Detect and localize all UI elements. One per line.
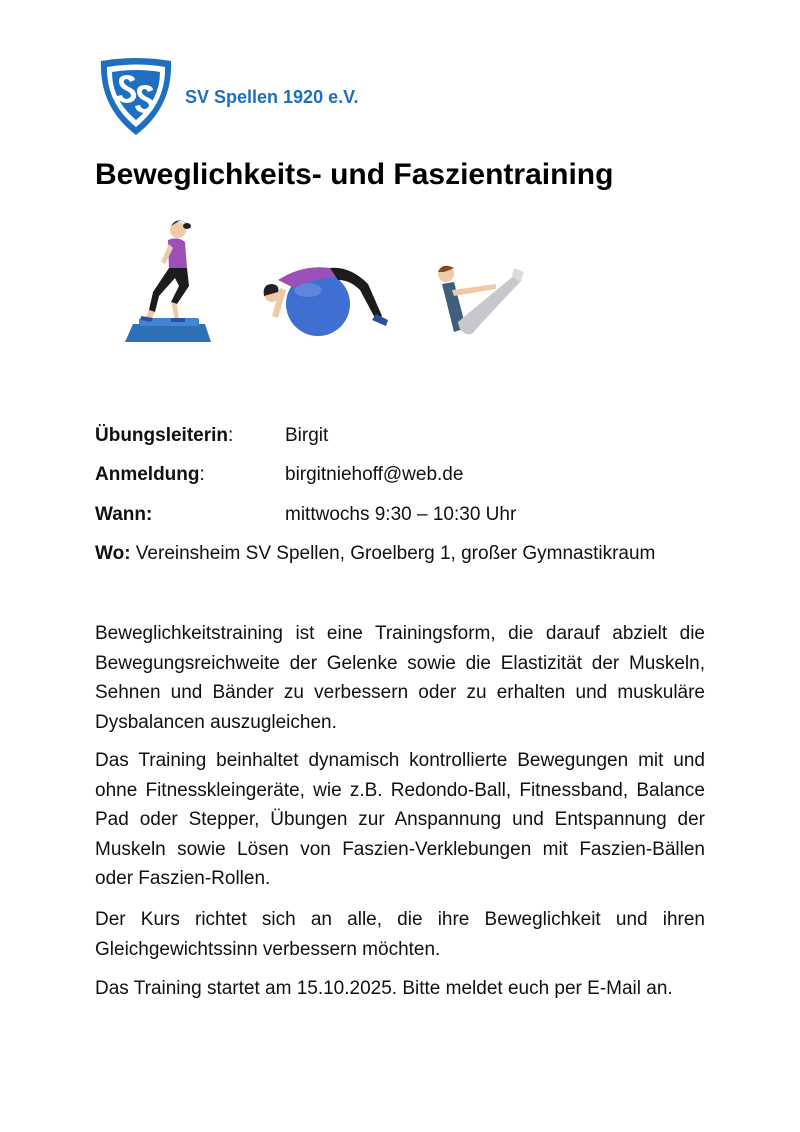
info-where xyxy=(95,541,655,567)
info-when-label: Wann: xyxy=(95,504,153,525)
ball-stretch-icon xyxy=(258,258,393,338)
info-where-value: Vereinsheim SV Spellen, Groelberg 1, großer Gymnastikraum xyxy=(130,543,656,564)
info-leader xyxy=(95,423,328,449)
paragraph-content: Das Training beinhaltet dynamisch kontrollierte Bewegungen mit und ohne Fitnesskleingeräte, wie z.B. Redondo-Ball, Fitnessband, Balance Pad oder Stepper, Übungen zur Anspannung und Entspannung der Muskeln sowie Lösen von Faszien-Verklebungen mit Faszien-Bällen oder Faszien-Rollen. xyxy=(95,750,705,890)
info-registration-label: Anmeldung: xyxy=(95,464,205,485)
info-where-label: Wo: xyxy=(95,543,131,564)
stepper-exercise-icon xyxy=(105,212,225,347)
club-logo xyxy=(95,52,375,142)
paragraph-definition: Beweglichkeitstraining ist eine Trainingsform, die darauf abzielt die Bewegungsreichweite der Gelenke sowie die Elastizität der Muskeln, Sehnen und Bänder zu verbessern oder zu erhalten und muskuläre Dysbalancen auszugleichen. xyxy=(95,623,705,733)
info-leader-label: Übungsleiterin: xyxy=(95,425,234,446)
club-crest-icon xyxy=(95,55,177,139)
v-sit-icon xyxy=(432,262,527,340)
info-registration-value: birgitniehoff@web.de xyxy=(285,464,464,485)
info-when xyxy=(95,502,516,528)
paragraph-audience: Der Kurs richtet sich an alle, die ihre Beweglichkeit und ihren Gleichgewichtssinn verbessern möchten. xyxy=(95,909,705,960)
info-when-value: mittwochs 9:30 – 10:30 Uhr xyxy=(285,504,517,525)
info-leader-value: Birgit xyxy=(285,425,329,446)
page-title: Beweglichkeits- und Faszientraining xyxy=(95,158,614,191)
info-registration xyxy=(95,462,463,488)
paragraph-start: Das Training startet am 15.10.2025. Bitte meldet euch per E-Mail an. xyxy=(95,978,673,999)
club-name: SV Spellen 1920 e.V. xyxy=(185,86,359,107)
